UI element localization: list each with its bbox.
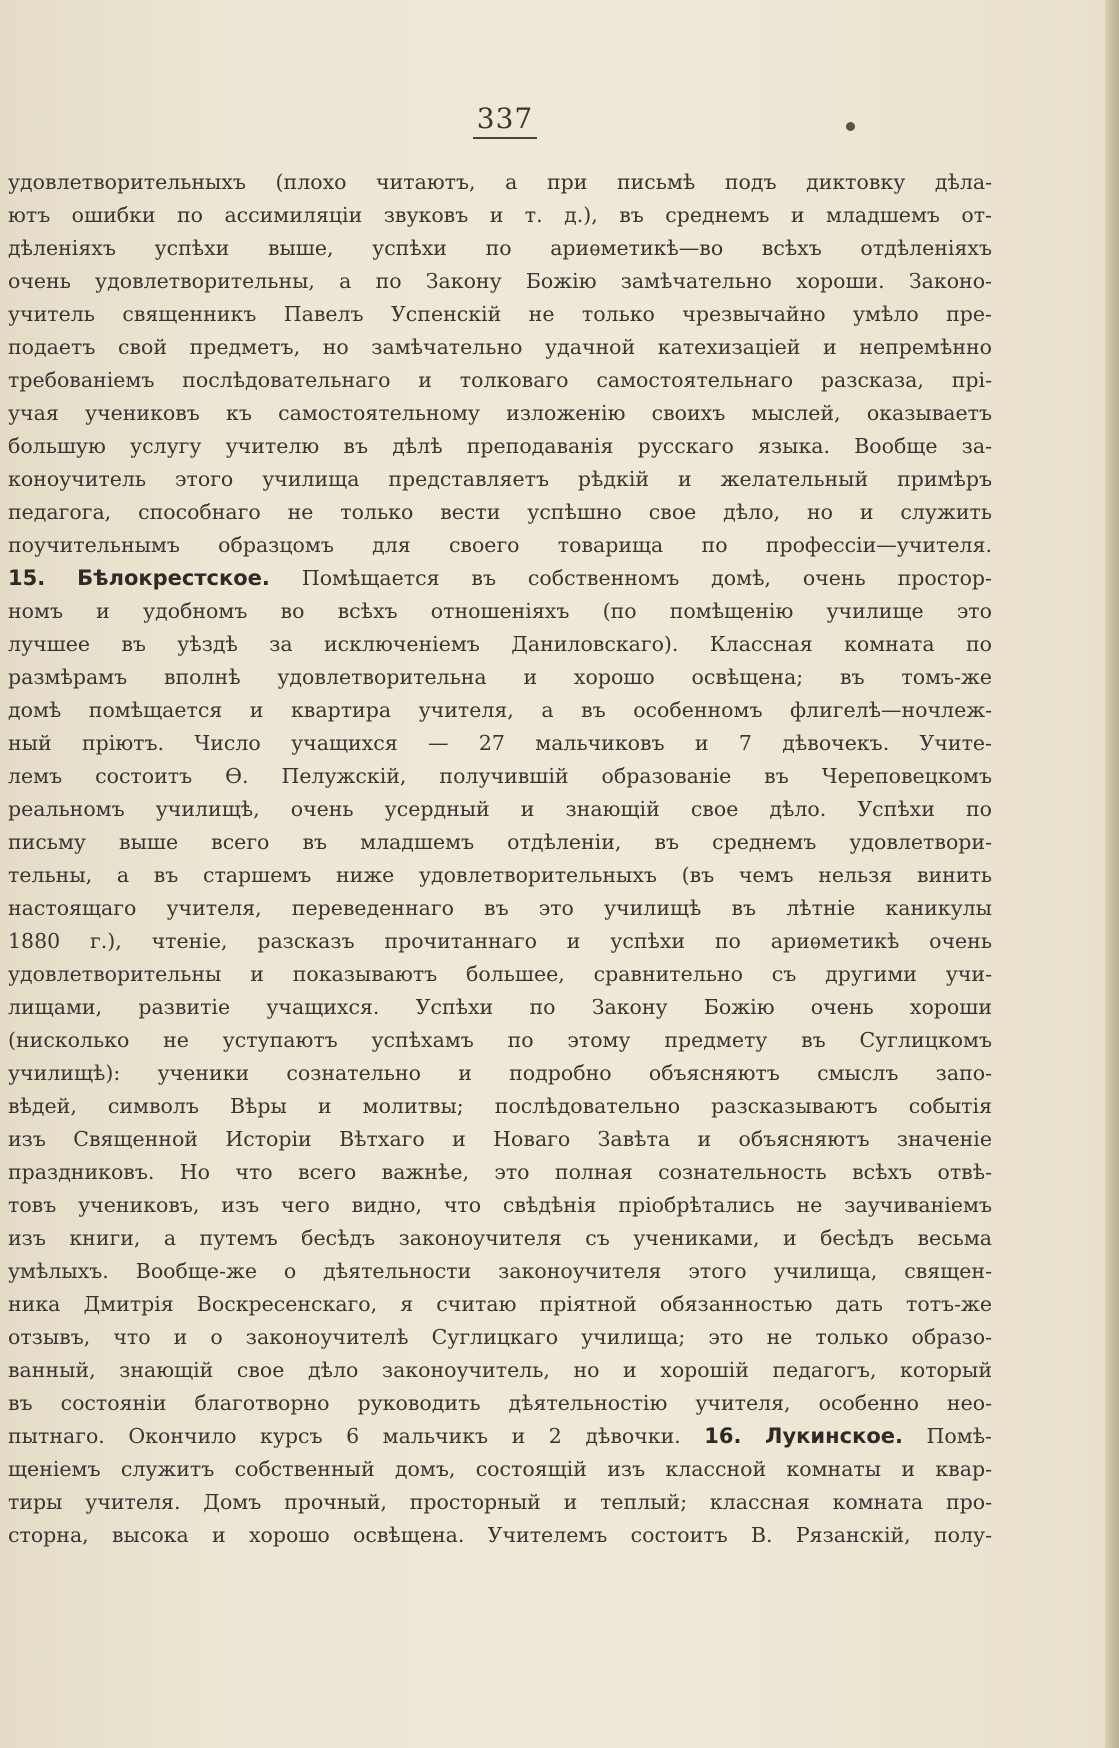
line-text: праздниковъ. Но что всего важнѣе, это полная сознательность всѣхъ отвѣ-: [8, 1160, 992, 1184]
text-line: [8, 265, 992, 298]
line-text: Помѣ-: [926, 1424, 992, 1448]
line-text: требованіемъ послѣдовательнаго и толковаго самостоятельнаго разсказа, прі-: [8, 368, 992, 392]
line-text: ника Дмитрія Воскресенскаго, я считаю пріятной обязанностью дать тотъ-же: [8, 1292, 992, 1316]
text-line: [8, 1486, 992, 1519]
text-line: [8, 595, 992, 628]
text-line: [8, 1321, 992, 1354]
text-line: [8, 628, 992, 661]
text-line: [8, 1090, 992, 1123]
text-line: [8, 991, 992, 1024]
line-text: умѣлыхъ. Вообще-же о дѣятельности законоучителя этого училища, священ-: [8, 1259, 992, 1283]
line-text: училищѣ): ученики сознательно и подробно объясняютъ смыслъ запо-: [8, 1061, 992, 1085]
line-text: сторна, высока и хорошо освѣщена. Учителемъ состоитъ В. Рязанскій, полу-: [8, 1523, 992, 1547]
line-text: поучительнымъ образцомъ для своего товарища по профессіи—учителя.: [8, 533, 992, 557]
text-line: [8, 1519, 992, 1552]
line-text: настоящаго учителя, переведеннаго въ это училищѣ въ лѣтніе каникулы: [8, 896, 992, 920]
text-line: [8, 364, 992, 397]
line-text: дѣленіяхъ успѣхи выше, успѣхи по ариѳметикѣ—во всѣхъ отдѣленіяхъ: [8, 236, 992, 260]
text-line: [8, 793, 992, 826]
line-text: педагога, способнаго не только вести успѣшно свое дѣло, но и служить: [8, 500, 992, 524]
text-line: [8, 562, 992, 595]
line-text: домѣ помѣщается и квартира учителя, а въ особенномъ флигелѣ—ночлеж-: [8, 698, 992, 722]
text-line: [8, 694, 992, 727]
text-line: [8, 496, 992, 529]
line-text: ный пріютъ. Число учащихся — 27 мальчиковъ и 7 дѣвочекъ. Учите-: [8, 731, 992, 755]
line-text: вѣдей, символъ Вѣры и молитвы; послѣдовательно разсказываютъ событія: [8, 1094, 992, 1118]
text-line: [8, 1420, 992, 1453]
line-text: ванный, знающій свое дѣло законоучитель, но и хорошій педагогъ, который: [8, 1358, 992, 1382]
line-text: ютъ ошибки по ассимиляціи звуковъ и т. д.), въ среднемъ и младшемъ от-: [8, 203, 992, 227]
text-line: [8, 1453, 992, 1486]
line-text: учая учениковъ къ самостоятельному изложенію своихъ мыслей, оказываетъ: [8, 401, 992, 425]
text-line: [8, 826, 992, 859]
line-text: очень удовлетворительны, а по Закону Божію замѣчательно хороши. Законо-: [8, 269, 992, 293]
line-text: изъ Священной Исторіи Вѣтхаго и Новаго Завѣта и объясняютъ значеніе: [8, 1127, 992, 1151]
section-number: 16.: [704, 1424, 742, 1448]
text-line: [8, 1387, 992, 1420]
line-text: размѣрамъ вполнѣ удовлетворительна и хорошо освѣщена; въ томъ-же: [8, 665, 992, 689]
line-text: изъ книги, а путемъ бесѣдъ законоучителя съ учениками, и бесѣдъ весьма: [8, 1226, 992, 1250]
line-text: лучшее въ уѣздѣ за исключеніемъ Даниловскаго). Классная комната по: [8, 632, 992, 656]
line-text: подаетъ свой предметъ, но замѣчательно удачной катехизаціей и непремѣнно: [8, 335, 992, 359]
line-text: пытнаго. Окончило курсъ 6 мальчикъ и 2 дѣвочки.: [8, 1424, 681, 1448]
line-text: щеніемъ служитъ собственный домъ, состоящій изъ классной комнаты и квар-: [8, 1457, 992, 1481]
line-text: письму выше всего въ младшемъ отдѣленіи, въ среднемъ удовлетвори-: [8, 830, 992, 854]
section-title: Лукинское.: [765, 1424, 903, 1448]
text-line: [8, 892, 992, 925]
line-text: (нисколько не уступаютъ успѣхамъ по этому предмету въ Суглицкомъ: [8, 1028, 992, 1052]
text-line: [8, 1024, 992, 1057]
line-text: Помѣщается въ собственномъ домѣ, очень простор-: [301, 566, 992, 590]
line-text: тиры учителя. Домъ прочный, просторный и теплый; классная комната про-: [8, 1490, 992, 1514]
body-text: [8, 166, 992, 1552]
text-line: [8, 397, 992, 430]
text-line: [8, 1222, 992, 1255]
text-line: [8, 925, 992, 958]
text-line: [8, 232, 992, 265]
text-line: [8, 166, 992, 199]
line-text: удовлетворительны и показываютъ большее, сравнительно съ другими учи-: [8, 962, 992, 986]
text-line: [8, 199, 992, 232]
text-line: [8, 1156, 992, 1189]
page-number: 337: [0, 102, 1010, 135]
text-line: [8, 298, 992, 331]
section-number: 15.: [8, 566, 46, 590]
page-edge: [1105, 0, 1119, 1748]
text-line: [8, 529, 992, 562]
line-text: тельны, а въ старшемъ ниже удовлетворительныхъ (въ чемъ нельзя винить: [8, 863, 992, 887]
text-line: [8, 331, 992, 364]
line-text: учитель священникъ Павелъ Успенскій не только чрезвычайно умѣло пре-: [8, 302, 992, 326]
text-line: [8, 958, 992, 991]
line-text: отзывъ, что и о законоучителѣ Суглицкаго училища; это не только образо-: [8, 1325, 992, 1349]
line-text: реальномъ училищѣ, очень усердный и знающій свое дѣло. Успѣхи по: [8, 797, 992, 821]
text-line: [8, 463, 992, 496]
text-line: [8, 1354, 992, 1387]
ink-dot: [846, 122, 855, 131]
section-title: Бѣлокрестское.: [77, 566, 270, 590]
line-text: удовлетворительныхъ (плохо читаютъ, а при письмѣ подъ диктовку дѣла-: [8, 170, 992, 194]
text-line: [8, 1123, 992, 1156]
text-line: [8, 1255, 992, 1288]
line-text: товъ учениковъ, изъ чего видно, что свѣдѣнія пріобрѣтались не заучиваніемъ: [8, 1193, 992, 1217]
line-text: номъ и удобномъ во всѣхъ отношеніяхъ (по помѣщенію училище это: [8, 599, 992, 623]
text-line: [8, 430, 992, 463]
line-text: лищами, развитіе учащихся. Успѣхи по Закону Божію очень хороши: [8, 995, 992, 1019]
text-line: [8, 727, 992, 760]
text-line: [8, 1288, 992, 1321]
text-line: [8, 859, 992, 892]
text-line: [8, 1057, 992, 1090]
line-text: лемъ состоитъ Ѳ. Пелужскій, получившій образованіе въ Череповецкомъ: [8, 764, 992, 788]
text-line: [8, 760, 992, 793]
line-text: въ состояніи благотворно руководить дѣятельностію учителя, особенно нео-: [8, 1391, 992, 1415]
line-text: 1880 г.), чтеніе, разсказъ прочитаннаго и успѣхи по ариѳметикѣ очень: [8, 929, 992, 953]
line-text: коноучитель этого училища представляетъ рѣдкій и желательный примѣръ: [8, 467, 992, 491]
text-line: [8, 661, 992, 694]
line-text: большую услугу учителю въ дѣлѣ преподаванія русскаго языка. Вообще за-: [8, 434, 992, 458]
text-line: [8, 1189, 992, 1222]
